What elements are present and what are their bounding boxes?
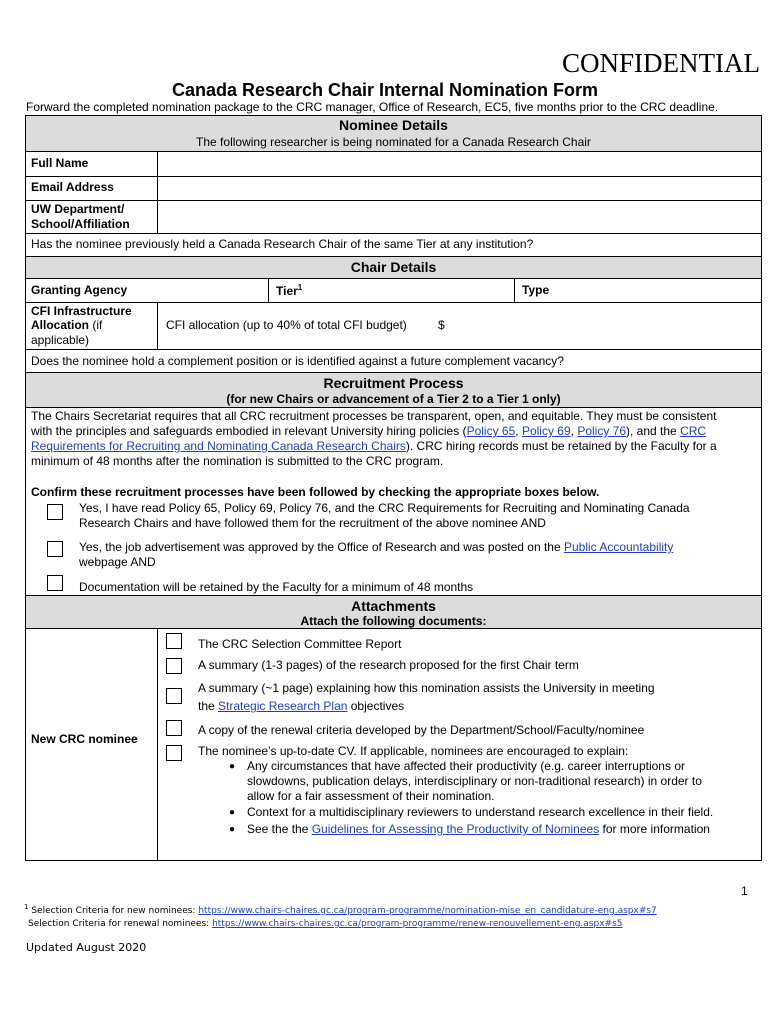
email-field[interactable] <box>164 180 754 198</box>
recruitment-checkbox-2[interactable] <box>47 541 63 557</box>
forward-note: Forward the completed nomination package to the CRC manager, Office of Research, EC5, five months prior to the CRC deadline. <box>26 100 719 114</box>
recruitment-section-subtitle: (for new Chairs or advancement of a Tier 2 to a Tier 1 only) <box>226 392 561 406</box>
strategic-research-plan-link[interactable]: Strategic Research Plan <box>218 699 348 713</box>
cv-bullet-3: See the the Guidelines for Assessing the Productivity of Nominees for more information <box>247 822 710 836</box>
cfi-amount-field[interactable]: $ <box>438 318 445 332</box>
confirm-instruction: Confirm these recruitment processes have been followed by checking the appropriate boxes below. <box>31 485 600 499</box>
attachment-item-3: A summary (~1 page) explaining how this nomination assists the University in meeting the Strategic Research Plan objectives <box>198 681 655 713</box>
attachment-checkbox-1[interactable] <box>166 633 182 649</box>
footnote-2-url[interactable]: https://www.chairs-chaires.gc.ca/program-programme/renew-renouvellement-eng.aspx#s5 <box>212 919 623 929</box>
cfi-allocation-text: CFI allocation (up to 40% of total CFI budget) <box>166 318 407 332</box>
complement-question: Does the nominee hold a complement position or is identified against a future complement vacancy? <box>31 354 564 368</box>
granting-agency-label[interactable]: Granting Agency <box>31 283 128 297</box>
full-name-label: Full Name <box>31 156 89 170</box>
chair-section-title: Chair Details <box>350 259 437 275</box>
attachment-item-5: The nominee’s up-to-date CV. If applicable, nominees are encouraged to explain: <box>198 744 629 758</box>
previous-chair-question: Has the nominee previously held a Canada Research Chair of the same Tier at any institution? <box>31 237 534 251</box>
type-label[interactable]: Type <box>522 283 550 297</box>
department-field[interactable] <box>164 206 754 228</box>
attachment-checkbox-2[interactable] <box>166 658 182 674</box>
department-label-line2: School/Affiliation <box>31 217 130 231</box>
attachment-item-1: The CRC Selection Committee Report <box>198 637 402 651</box>
attachment-item-4: A copy of the renewal criteria developed by the Department/School/Faculty/nominee <box>198 723 645 737</box>
attachment-item-2: A summary (1-3 pages) of the research proposed for the first Chair term <box>198 658 579 672</box>
bullet-1: ● <box>229 761 236 772</box>
bullet-2: ● <box>229 807 236 818</box>
department-label-line1: UW Department/ <box>31 202 125 216</box>
tier-label[interactable]: Tier$^1$ <box>276 283 303 298</box>
recruitment-check-1-text: Yes, I have read Policy 65, Policy 69, Policy 76, and the CRC Requirements for Recruiting and Nominating Canada Research Chairs and have followed them for the recruitment of the above nominee AND <box>79 501 690 530</box>
cfi-label-line1: CFI Infrastructure <box>31 304 132 318</box>
form-title: Canada Research Chair Internal Nomination Form <box>171 80 599 100</box>
attachments-section-title: Attachments <box>351 598 436 614</box>
new-crc-nominee-label: New CRC nominee <box>31 732 138 746</box>
recruitment-checkbox-1[interactable] <box>47 504 63 520</box>
cfi-label-line2: Allocation (if <box>31 318 103 332</box>
attachment-checkbox-3[interactable] <box>166 688 182 704</box>
recruitment-checkbox-3[interactable] <box>47 575 63 591</box>
crc-requirements-link-part1[interactable]: CRC <box>680 424 707 438</box>
policy-76-link[interactable]: Policy 76 <box>577 424 627 438</box>
footnote-1-url[interactable]: https://www.chairs-chaires.gc.ca/program-programme/nomination-mise_en_candidature-eng.aspx#s7 <box>198 906 657 916</box>
attachment-checkbox-4[interactable] <box>166 720 182 736</box>
nominee-section-subtitle: The following researcher is being nominated for a Canada Research Chair <box>196 135 591 149</box>
email-label: Email Address <box>31 180 114 194</box>
recruitment-section-title: Recruitment Process <box>323 375 464 391</box>
page-number: 1 <box>741 884 748 898</box>
attachments-section-subtitle: Attach the following documents: <box>300 614 487 628</box>
recruitment-check-2-text: Yes, the job advertisement was approved by the Office of Research and was posted on the Public Accountability webpage AND <box>79 540 674 569</box>
guidelines-productivity-link[interactable]: Guidelines for Assessing the Productivity of Nominees <box>311 822 600 836</box>
cv-bullet-1: Any circumstances that have affected their productivity (e.g. career interruptions or slowdowns, publication delays, interdisciplinary or non-traditional research) in order to allow for a fair assessment of their nomination. <box>247 759 702 803</box>
cfi-label-line3: applicable) <box>31 333 90 347</box>
tier-footnote-ref: 1 <box>297 283 303 292</box>
full-name-field[interactable] <box>164 156 754 174</box>
recruitment-paragraph: The Chairs Secretariat requires that all CRC recruitment processes be transparent, open, and equitable. They must be consistent with the principles and safeguards embodied in relevant University hiring policies (Policy 65, Policy 69, Policy 76), and the CRC Requirements for Recruiting and Nominating Canada Research Chairs). CRC hiring records must be retained by the Faculty for a minimum of 48 months after the nomination is submitted to the CRC program. <box>31 409 717 468</box>
footnote-2: Selection Criteria for renewal nominees: https://www.chairs-chaires.gc.ca/program-programme/renew-renouvellement-eng.aspx#s5 <box>28 919 623 929</box>
confidential-label: CONFIDENTIAL <box>562 48 760 78</box>
cv-bullet-2: Context for a multidisciplinary reviewers to understand research excellence in their field. <box>247 805 714 819</box>
recruitment-check-3-text: Documentation will be retained by the Faculty for a minimum of 48 months <box>79 580 474 594</box>
policy-65-link[interactable]: Policy 65 <box>466 424 516 438</box>
policy-69-link[interactable]: Policy 69 <box>521 424 571 438</box>
footnote-1: $^1$ Selection Criteria for new nominees: https://www.chairs-chaires.gc.ca/program-programme/nomination-mise_en_candidature-eng.aspx#s7 <box>24 903 657 916</box>
nominee-section-title: Nominee Details <box>339 117 448 133</box>
attachment-checkbox-5[interactable] <box>166 745 182 761</box>
public-accountability-link[interactable]: Public Accountability <box>563 540 674 554</box>
updated-date: Updated August 2020 <box>26 941 147 954</box>
crc-requirements-link[interactable]: Requirements for Recruiting and Nominating Canada Research Chairs <box>31 439 406 453</box>
bullet-3: ● <box>229 824 236 835</box>
